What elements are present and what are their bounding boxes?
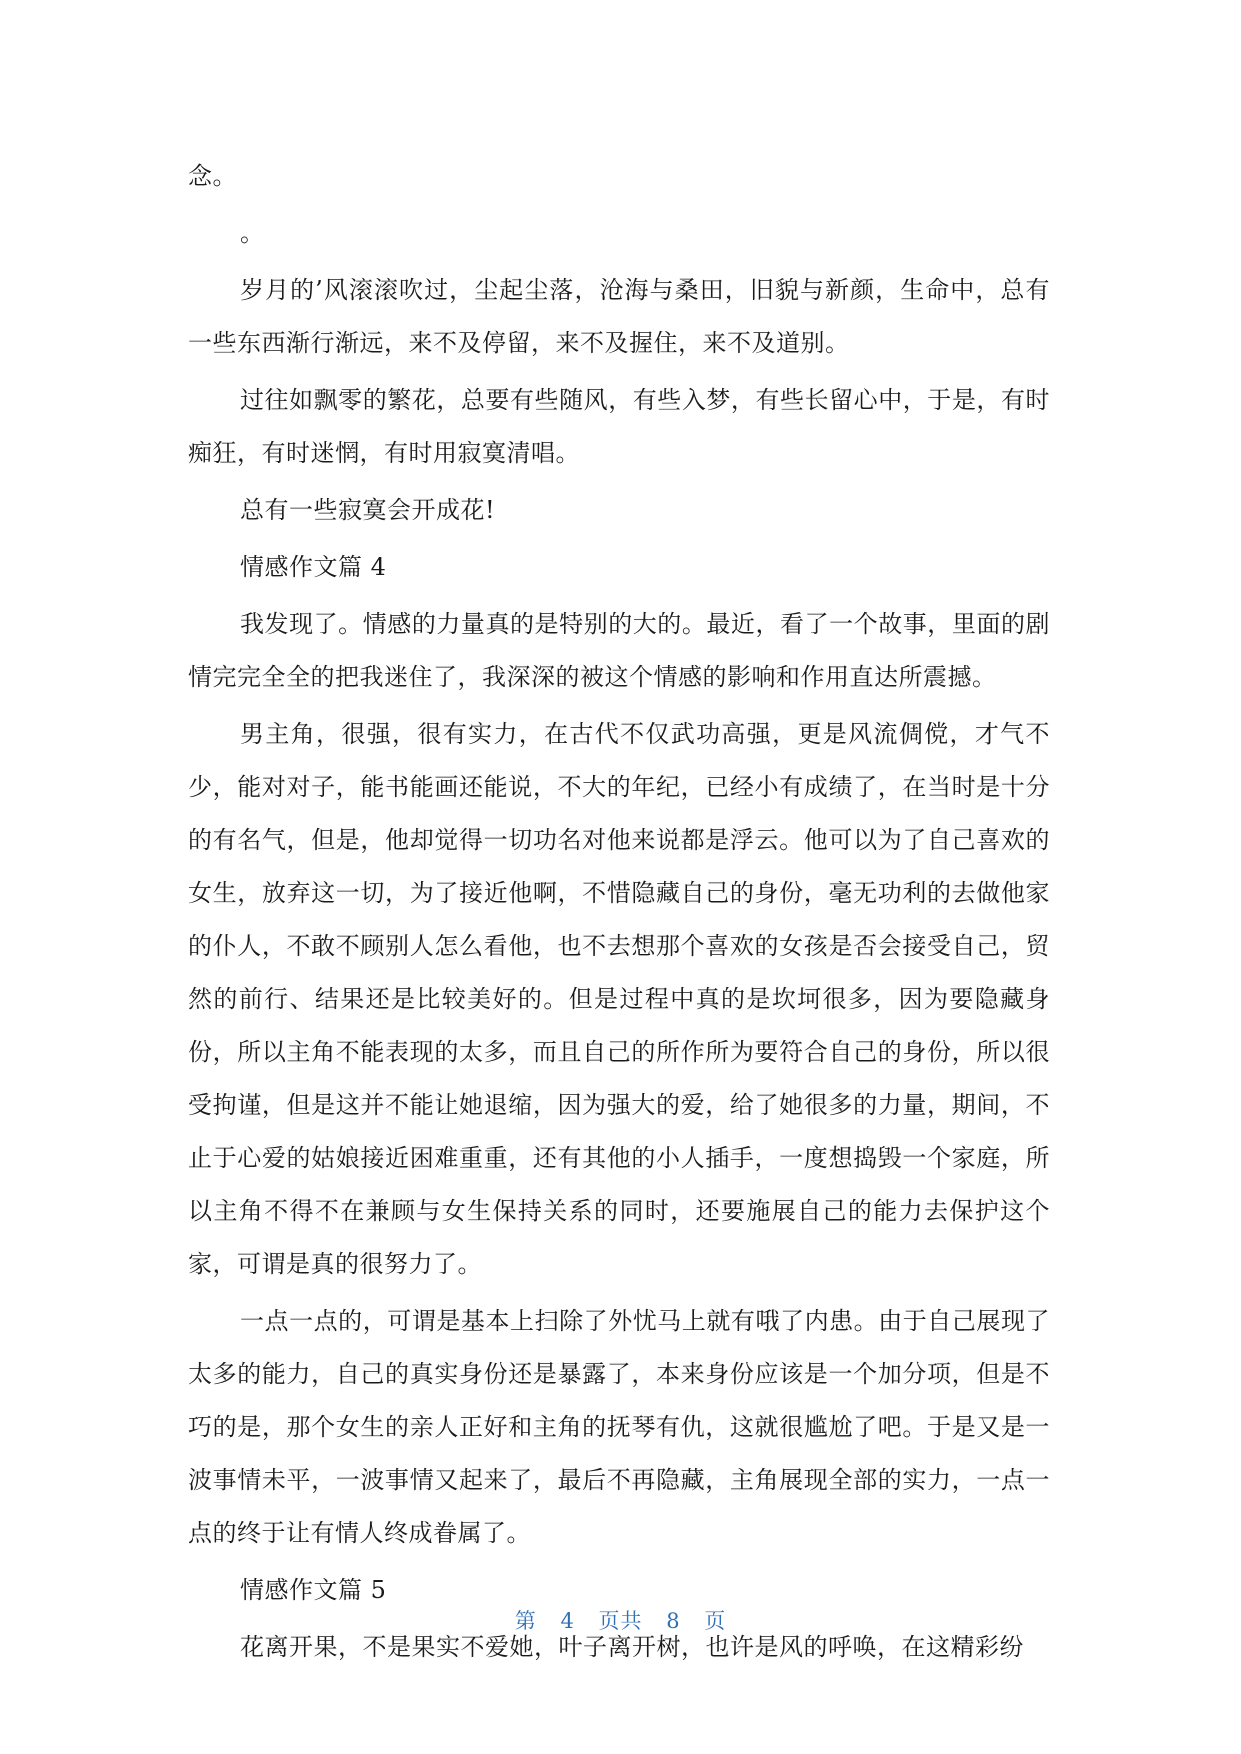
page-body — [188, 150, 1050, 1678]
paragraph: 花离开果，不是果实不爱她，叶子离开树，也许是风的呼唤，在这精彩纷 — [240, 1633, 1024, 1661]
footer-label-page-of: 页共 — [598, 1609, 643, 1633]
footer-total-pages: 8 — [666, 1609, 681, 1633]
paragraph: 总有一些寂寞会开成花! — [240, 496, 496, 524]
paragraph: 过往如飘零的繁花，总要有些随风，有些入梦，有些长留心中，于是，有时痴狂，有时迷惘，有时用寂寞清唱。 — [188, 386, 1050, 467]
paragraph: 念。 — [188, 162, 237, 190]
section-heading: 情感作文篇 5 — [240, 1576, 387, 1604]
paragraph: 男主角，很强，很有实力，在古代不仅武功高强，更是风流倜傥，才气不少，能对对子，能书能画还能说，不大的年纪，已经小有成绩了，在当时是十分的有名气，但是，他却觉得一切功名对他来说都是浮云。他可以为了自己喜欢的女生，放弃这一切，为了接近他啊，不惜隐藏自己的身份，毫无功利的去做他家的仆人，不敢不顾别人怎么看他，也不去想那个喜欢的女孩是否会接受自己，贸然的前行、结果还是比较美好的。但是过程中真的是坎坷很多，因为要隐藏身份，所以主角不能表现的太多，而且自己的所作所为要符合自己的身份，所以很受拘谨，但是这并不能让她退缩，因为强大的爱，给了她很多的力量，期间，不止于心爱的姑娘接近困难重重，还有其他的小人插手，一度想捣毁一个家庭，所以主角不得不在兼顾与女生保持关系的同时，还要施展自己的能力去保护这个家，可谓是真的很努力了。 — [188, 720, 1050, 1278]
paragraph: 。 — [240, 219, 265, 247]
footer-label-page: 第 — [514, 1609, 537, 1633]
footer-current-page: 4 — [560, 1609, 575, 1633]
footer-label-page-end: 页 — [704, 1609, 727, 1633]
section-heading: 情感作文篇 4 — [240, 553, 387, 581]
paragraph: 我发现了。情感的力量真的是特别的大的。最近，看了一个故事，里面的剧情完完全全的把我迷住了，我深深的被这个情感的影响和作用直达所震撼。 — [188, 610, 1050, 691]
paragraph: 一点一点的，可谓是基本上扫除了外忧马上就有哦了内患。由于自己展现了太多的能力，自己的真实身份还是暴露了，本来身份应该是一个加分项，但是不巧的是，那个女生的亲人正好和主角的抚琴有仇，这就很尴尬了吧。于是又是一波事情未平，一波事情又起来了，最后不再隐藏，主角展现全部的实力，一点一点的终于让有情人终成眷属了。 — [188, 1307, 1050, 1547]
page-footer — [0, 1605, 1241, 1635]
paragraph: 岁月的’风滚滚吹过，尘起尘落，沧海与桑田，旧貌与新颜，生命中，总有一些东西渐行渐远，来不及停留，来不及握住，来不及道别。 — [188, 276, 1050, 357]
